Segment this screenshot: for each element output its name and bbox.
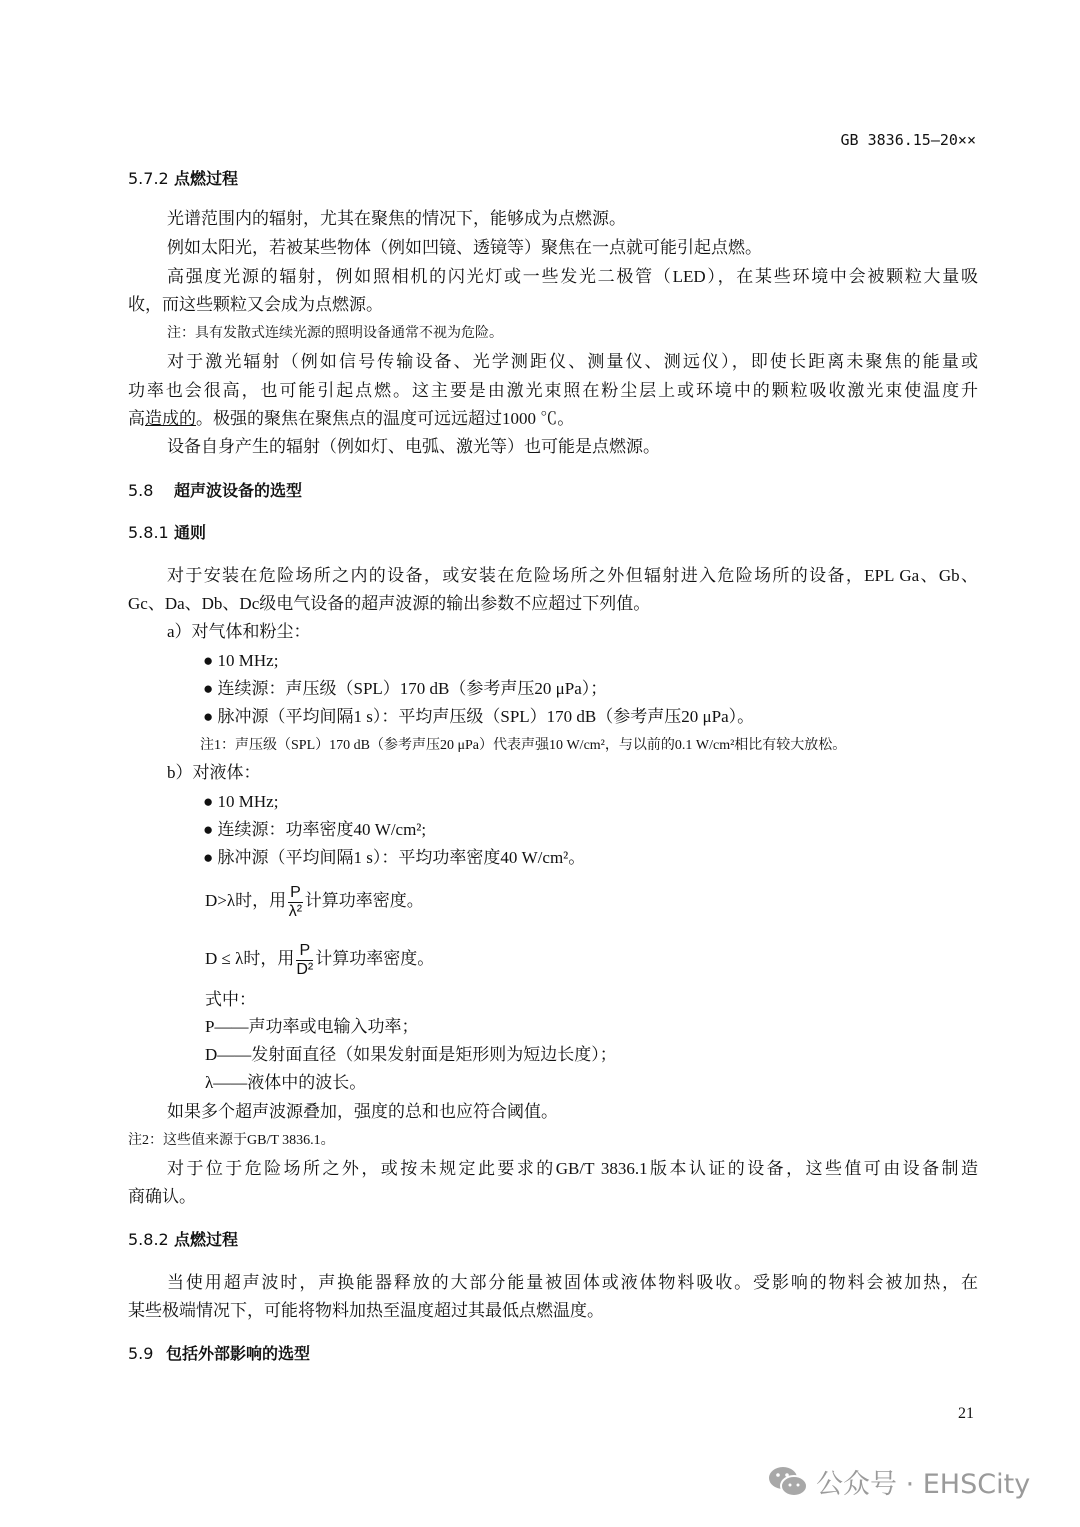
wechat-icon: [768, 1465, 808, 1499]
list-heading-b: b）对液体：: [167, 763, 261, 782]
numerator: P: [296, 942, 313, 961]
paragraph-line: 例如太阳光，若被某些物体（例如凹镜、透镜等）聚焦在一点就可能引起点燃。: [167, 238, 762, 257]
paragraph-line: 高强度光源的辐射，例如照相机的闪光灯或一些发光二极管（LED），在某些环境中会被颗粒大量吸: [167, 267, 978, 286]
bullet-item: ● 10 MHz;: [203, 792, 279, 811]
text: 。极强的聚焦在聚焦点的温度可远远超过1000 ℃。: [196, 409, 575, 428]
definition-line: 式中：: [205, 990, 256, 1009]
page-number: 21: [958, 1405, 974, 1422]
formula-text: D ≤ λ时，用: [205, 949, 295, 968]
text: 高: [128, 409, 145, 428]
paragraph-line: 功率也会很高，也可能引起点燃。这主要是由激光束照在粉尘层上或环境中的颗粒吸收激光束使温度升: [128, 381, 978, 400]
section-title: 通则: [174, 523, 207, 542]
bullet-item: ● 连续源：声压级（SPL）170 dB（参考声压20 μPa）；: [203, 679, 608, 698]
paragraph-line: 对于激光辐射（例如信号传输设备、光学测距仪、测量仪、测远仪），即使长距离未聚焦的能量或: [167, 352, 978, 371]
note-line: 注：具有发散式连续光源的照明设备通常不视为危险。: [167, 326, 503, 341]
section-heading-5-9: [128, 1343, 310, 1365]
section-heading-5-8: [128, 480, 302, 502]
paragraph-line: 设备自身产生的辐射（例如灯、电弧、激光等）也可能是点燃源。: [167, 437, 660, 456]
section-number: 5.8.2: [128, 1230, 169, 1249]
denominator: D²: [296, 960, 314, 978]
watermark-text: 公众号 · EHSCity: [816, 1469, 1031, 1500]
paragraph-line: 如果多个超声波源叠加，强度的总和也应符合阈值。: [167, 1102, 558, 1121]
paragraph-line: Gc、Da、Db、Dc级电气设备的超声波源的输出参数不应超过下列值。: [128, 594, 651, 613]
paragraph-line: [128, 408, 574, 430]
paragraph-line: 对于位于危险场所之外，或按未规定此要求的GB/T 3836.1版本认证的设备，这些值可由设备制造: [167, 1159, 978, 1178]
numerator: P: [290, 883, 301, 901]
document-code-header: GB 3836.15—20××: [840, 131, 976, 149]
definition-line: D——发射面直径（如果发射面是矩形则为短边长度）；: [205, 1045, 617, 1064]
paragraph-line: 商确认。: [128, 1187, 196, 1206]
denominator: λ²: [288, 902, 303, 920]
section-number: 5.8: [128, 481, 154, 500]
fraction: [296, 942, 313, 979]
paragraph-line: 对于安装在危险场所之内的设备，或安装在危险场所之外但辐射进入危险场所的设备，EPL Ga、Gb、: [167, 566, 978, 585]
paragraph-line: 收，而这些颗粒又会成为点燃源。: [128, 295, 383, 314]
section-title: 点燃过程: [174, 169, 239, 188]
formula-d-le-lambda: [205, 939, 434, 979]
definition-line: λ——液体中的波长。: [205, 1073, 367, 1092]
formula-d-greater-lambda: [205, 881, 424, 921]
watermark: [768, 1462, 1030, 1501]
formula-text: 计算功率密度。: [304, 891, 424, 910]
section-heading-5-7-2: [128, 168, 238, 190]
bullet-item: ● 脉冲源（平均间隔1 s）：平均功率密度40 W/cm²。: [203, 848, 586, 867]
section-number: 5.9: [128, 1344, 154, 1363]
section-title: 包括外部影响的选型: [166, 1344, 311, 1363]
formula-text: D>λ时，用: [205, 891, 287, 910]
section-number: 5.7.2: [128, 169, 169, 188]
note-line: 注1：声压级（SPL）170 dB（参考声压20 μPa）代表声强10 W/cm²，与以前的0.1 W/cm²相比有较大放松。: [200, 738, 847, 753]
bullet-item: ● 10 MHz;: [203, 651, 279, 670]
formula-text: 计算功率密度。: [315, 949, 435, 968]
section-title: 点燃过程: [174, 1230, 239, 1249]
list-heading-a: a）对气体和粉尘：: [167, 622, 311, 641]
bullet-item: ● 连续源：功率密度40 W/cm²;: [203, 820, 427, 839]
section-title: 超声波设备的选型: [174, 481, 303, 500]
note-line: 注2：这些值来源于GB/T 3836.1。: [128, 1133, 335, 1148]
section-heading-5-8-2: [128, 1229, 238, 1251]
underlined-text: 造成的: [145, 409, 196, 428]
paragraph-line: 某些极端情况下，可能将物料加热至温度超过其最低点燃温度。: [128, 1301, 604, 1320]
fraction: [288, 884, 303, 921]
definition-line: P——声功率或电输入功率；: [205, 1017, 419, 1036]
bullet-item: ● 脉冲源（平均间隔1 s）：平均声压级（SPL）170 dB（参考声压20 μPa）。: [203, 707, 755, 726]
paragraph-line: 光谱范围内的辐射，尤其在聚焦的情况下，能够成为点燃源。: [167, 209, 626, 228]
section-number: 5.8.1: [128, 523, 169, 542]
paragraph-line: 当使用超声波时，声换能器释放的大部分能量被固体或液体物料吸收。受影响的物料会被加热，在: [167, 1273, 978, 1292]
section-heading-5-8-1: [128, 522, 206, 544]
